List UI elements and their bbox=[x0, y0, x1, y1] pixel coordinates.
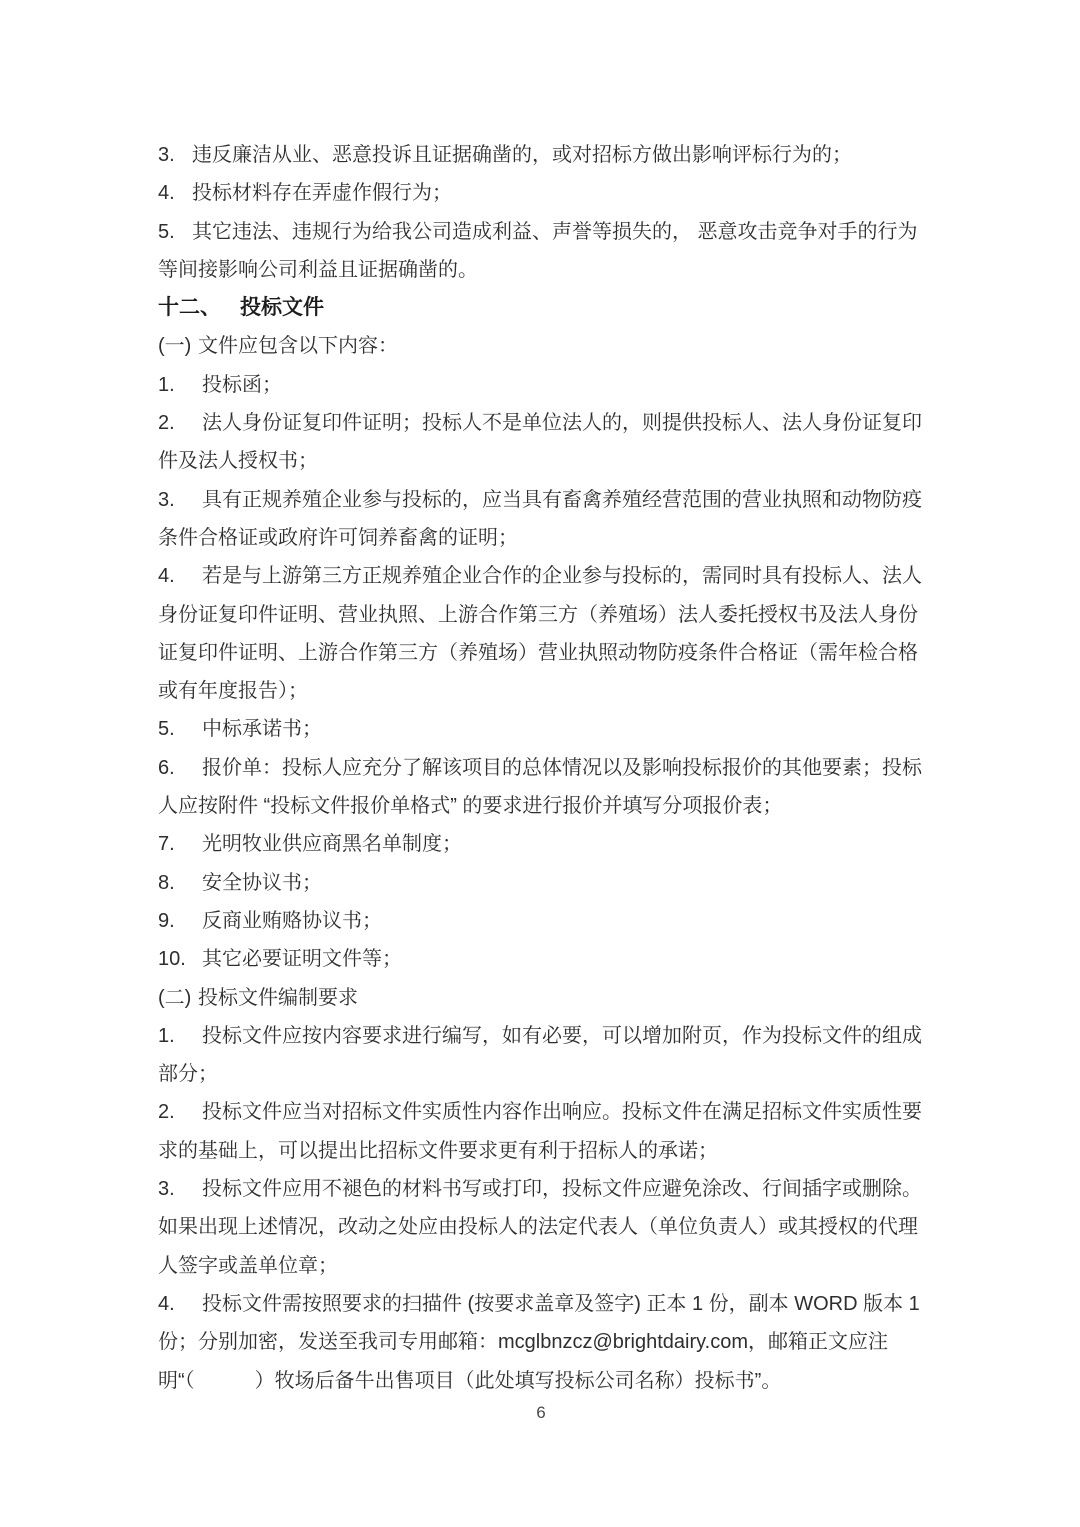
line-text: 投标文件应当对招标文件实质性内容作出响应。投标文件在满足招标文件实质性要 bbox=[202, 1101, 922, 1124]
list-number: 2. bbox=[158, 412, 175, 435]
line-text: 件及法人授权书； bbox=[158, 450, 318, 473]
line-text: 文件应包含以下内容： bbox=[198, 335, 398, 358]
text-line bbox=[158, 519, 924, 557]
text-line bbox=[158, 596, 924, 634]
list-number: 3. bbox=[158, 144, 175, 166]
line-text: 光明牧业供应商黑名单制度； bbox=[202, 833, 462, 856]
line-text: 或有年度报告）； bbox=[158, 680, 308, 703]
text-line bbox=[158, 1208, 924, 1246]
text-line bbox=[158, 940, 924, 978]
line-text: 中标承诺书； bbox=[202, 718, 322, 741]
line-text: 投标文件应按内容要求进行编写，如有必要，可以增加附页，作为投标文件的组成 bbox=[202, 1024, 922, 1047]
text-line bbox=[158, 902, 924, 940]
text-line bbox=[158, 1247, 924, 1285]
text-line bbox=[158, 1132, 924, 1170]
list-number: 4. bbox=[158, 182, 175, 205]
text-line bbox=[158, 366, 924, 404]
text-line bbox=[158, 251, 924, 289]
text-line bbox=[158, 710, 924, 748]
text-line bbox=[158, 404, 924, 442]
line-text: 报价单：投标人应充分了解该项目的总体情况以及影响投标报价的其他要素；投标 bbox=[202, 756, 922, 779]
line-text: 投标函； bbox=[202, 373, 282, 396]
text-line bbox=[158, 1093, 924, 1131]
list-number: 4. bbox=[158, 1292, 175, 1315]
list-number: 5. bbox=[158, 220, 175, 243]
line-text: 法人身份证复印件证明；投标人不是单位法人的，则提供投标人、法人身份证复印 bbox=[202, 412, 922, 435]
line-text: 投标文件应用不褪色的材料书写或打印，投标文件应避免涂改、行间插字或删除。 bbox=[202, 1178, 922, 1201]
text-line bbox=[158, 1170, 924, 1208]
list-number: (一) bbox=[158, 335, 192, 358]
list-number: 10. bbox=[158, 948, 186, 971]
text-line bbox=[158, 1017, 924, 1055]
list-number: 2. bbox=[158, 1101, 175, 1124]
text-line bbox=[158, 557, 924, 595]
text-line bbox=[158, 1055, 924, 1093]
text-line bbox=[158, 749, 924, 787]
line-text: 具有正规养殖企业参与投标的，应当具有畜禽养殖经营范围的营业执照和动物防疫 bbox=[202, 488, 922, 511]
text-line bbox=[158, 481, 924, 519]
text-line bbox=[158, 174, 924, 212]
line-text: 安全协议书； bbox=[202, 871, 322, 894]
line-text: 部分； bbox=[158, 1063, 218, 1086]
line-text: 证复印件证明、上游合作第三方（养殖场）营业执照动物防疫条件合格证（需年检合格 bbox=[158, 641, 918, 664]
text-line bbox=[158, 672, 924, 710]
text-line bbox=[158, 979, 924, 1017]
line-text: 明“（ ）牧场后备牛出售项目（此处填写投标公司名称）投标书”。 bbox=[158, 1369, 782, 1392]
list-number: 8. bbox=[158, 871, 175, 894]
list-number: 7. bbox=[158, 833, 175, 856]
line-text: 投标文件编制要求 bbox=[198, 986, 358, 1009]
text-line bbox=[158, 864, 924, 902]
line-text: 条件合格证或政府许可饲养畜禽的证明； bbox=[158, 526, 518, 549]
line-text: 反商业贿赂协议书； bbox=[202, 909, 382, 932]
text-line bbox=[158, 1285, 924, 1323]
list-number: 9. bbox=[158, 909, 175, 932]
line-text: 人应按附件 “投标文件报价单格式” 的要求进行报价并填写分项报价表； bbox=[158, 795, 783, 818]
line-text: 份；分别加密，发送至我司专用邮箱：mcglbnzcz@brightdairy.com，邮箱正文应注 bbox=[158, 1331, 889, 1354]
list-number: 1. bbox=[158, 373, 175, 396]
list-number: 4. bbox=[158, 565, 175, 588]
text-line bbox=[158, 327, 924, 365]
line-text: 投标文件需按照要求的扫描件 (按要求盖章及签字) 正本 1 份，副本 WORD 版本 1 bbox=[202, 1292, 920, 1315]
list-number: 3. bbox=[158, 488, 175, 511]
line-text: 违反廉洁从业、恶意投诉且证据确凿的，或对招标方做出影响评标行为的； bbox=[192, 144, 852, 166]
text-line bbox=[158, 136, 924, 174]
text-line bbox=[158, 787, 924, 825]
text-line bbox=[158, 634, 924, 672]
page-number: 6 bbox=[536, 1402, 546, 1422]
line-text: 人签字或盖单位章； bbox=[158, 1254, 338, 1277]
list-number: (二) bbox=[158, 986, 192, 1009]
list-number: 5. bbox=[158, 718, 175, 741]
list-number: 3. bbox=[158, 1178, 175, 1201]
text-line bbox=[158, 1323, 924, 1361]
text-line bbox=[158, 213, 924, 251]
list-number: 1. bbox=[158, 1024, 175, 1047]
line-text: 其它违法、违规行为给我公司造成利益、声誉等损失的， 恶意攻击竞争对手的行为 bbox=[192, 220, 918, 243]
text-line bbox=[158, 825, 924, 863]
line-text: 投标文件 bbox=[240, 296, 324, 320]
text-line bbox=[158, 1362, 924, 1400]
line-text: 若是与上游第三方正规养殖企业合作的企业参与投标的，需同时具有投标人、法人 bbox=[202, 565, 922, 588]
line-text: 投标材料存在弄虚作假行为； bbox=[192, 182, 452, 205]
text-line bbox=[158, 442, 924, 480]
line-text: 求的基础上，可以提出比招标文件要求更有利于招标人的承诺； bbox=[158, 1139, 718, 1162]
section-heading bbox=[158, 289, 924, 327]
line-text: 身份证复印件证明、营业执照、上游合作第三方（养殖场）法人委托授权书及法人身份 bbox=[158, 603, 918, 626]
list-number: 6. bbox=[158, 756, 175, 779]
list-number: 十二、 bbox=[158, 296, 221, 320]
document-body bbox=[158, 136, 924, 1428]
line-text: 如果出现上述情况，改动之处应由投标人的法定代表人（单位负责人）或其授权的代理 bbox=[158, 1216, 918, 1239]
line-text: 其它必要证明文件等； bbox=[202, 948, 402, 971]
line-text: 等间接影响公司利益且证据确凿的。 bbox=[158, 258, 478, 281]
